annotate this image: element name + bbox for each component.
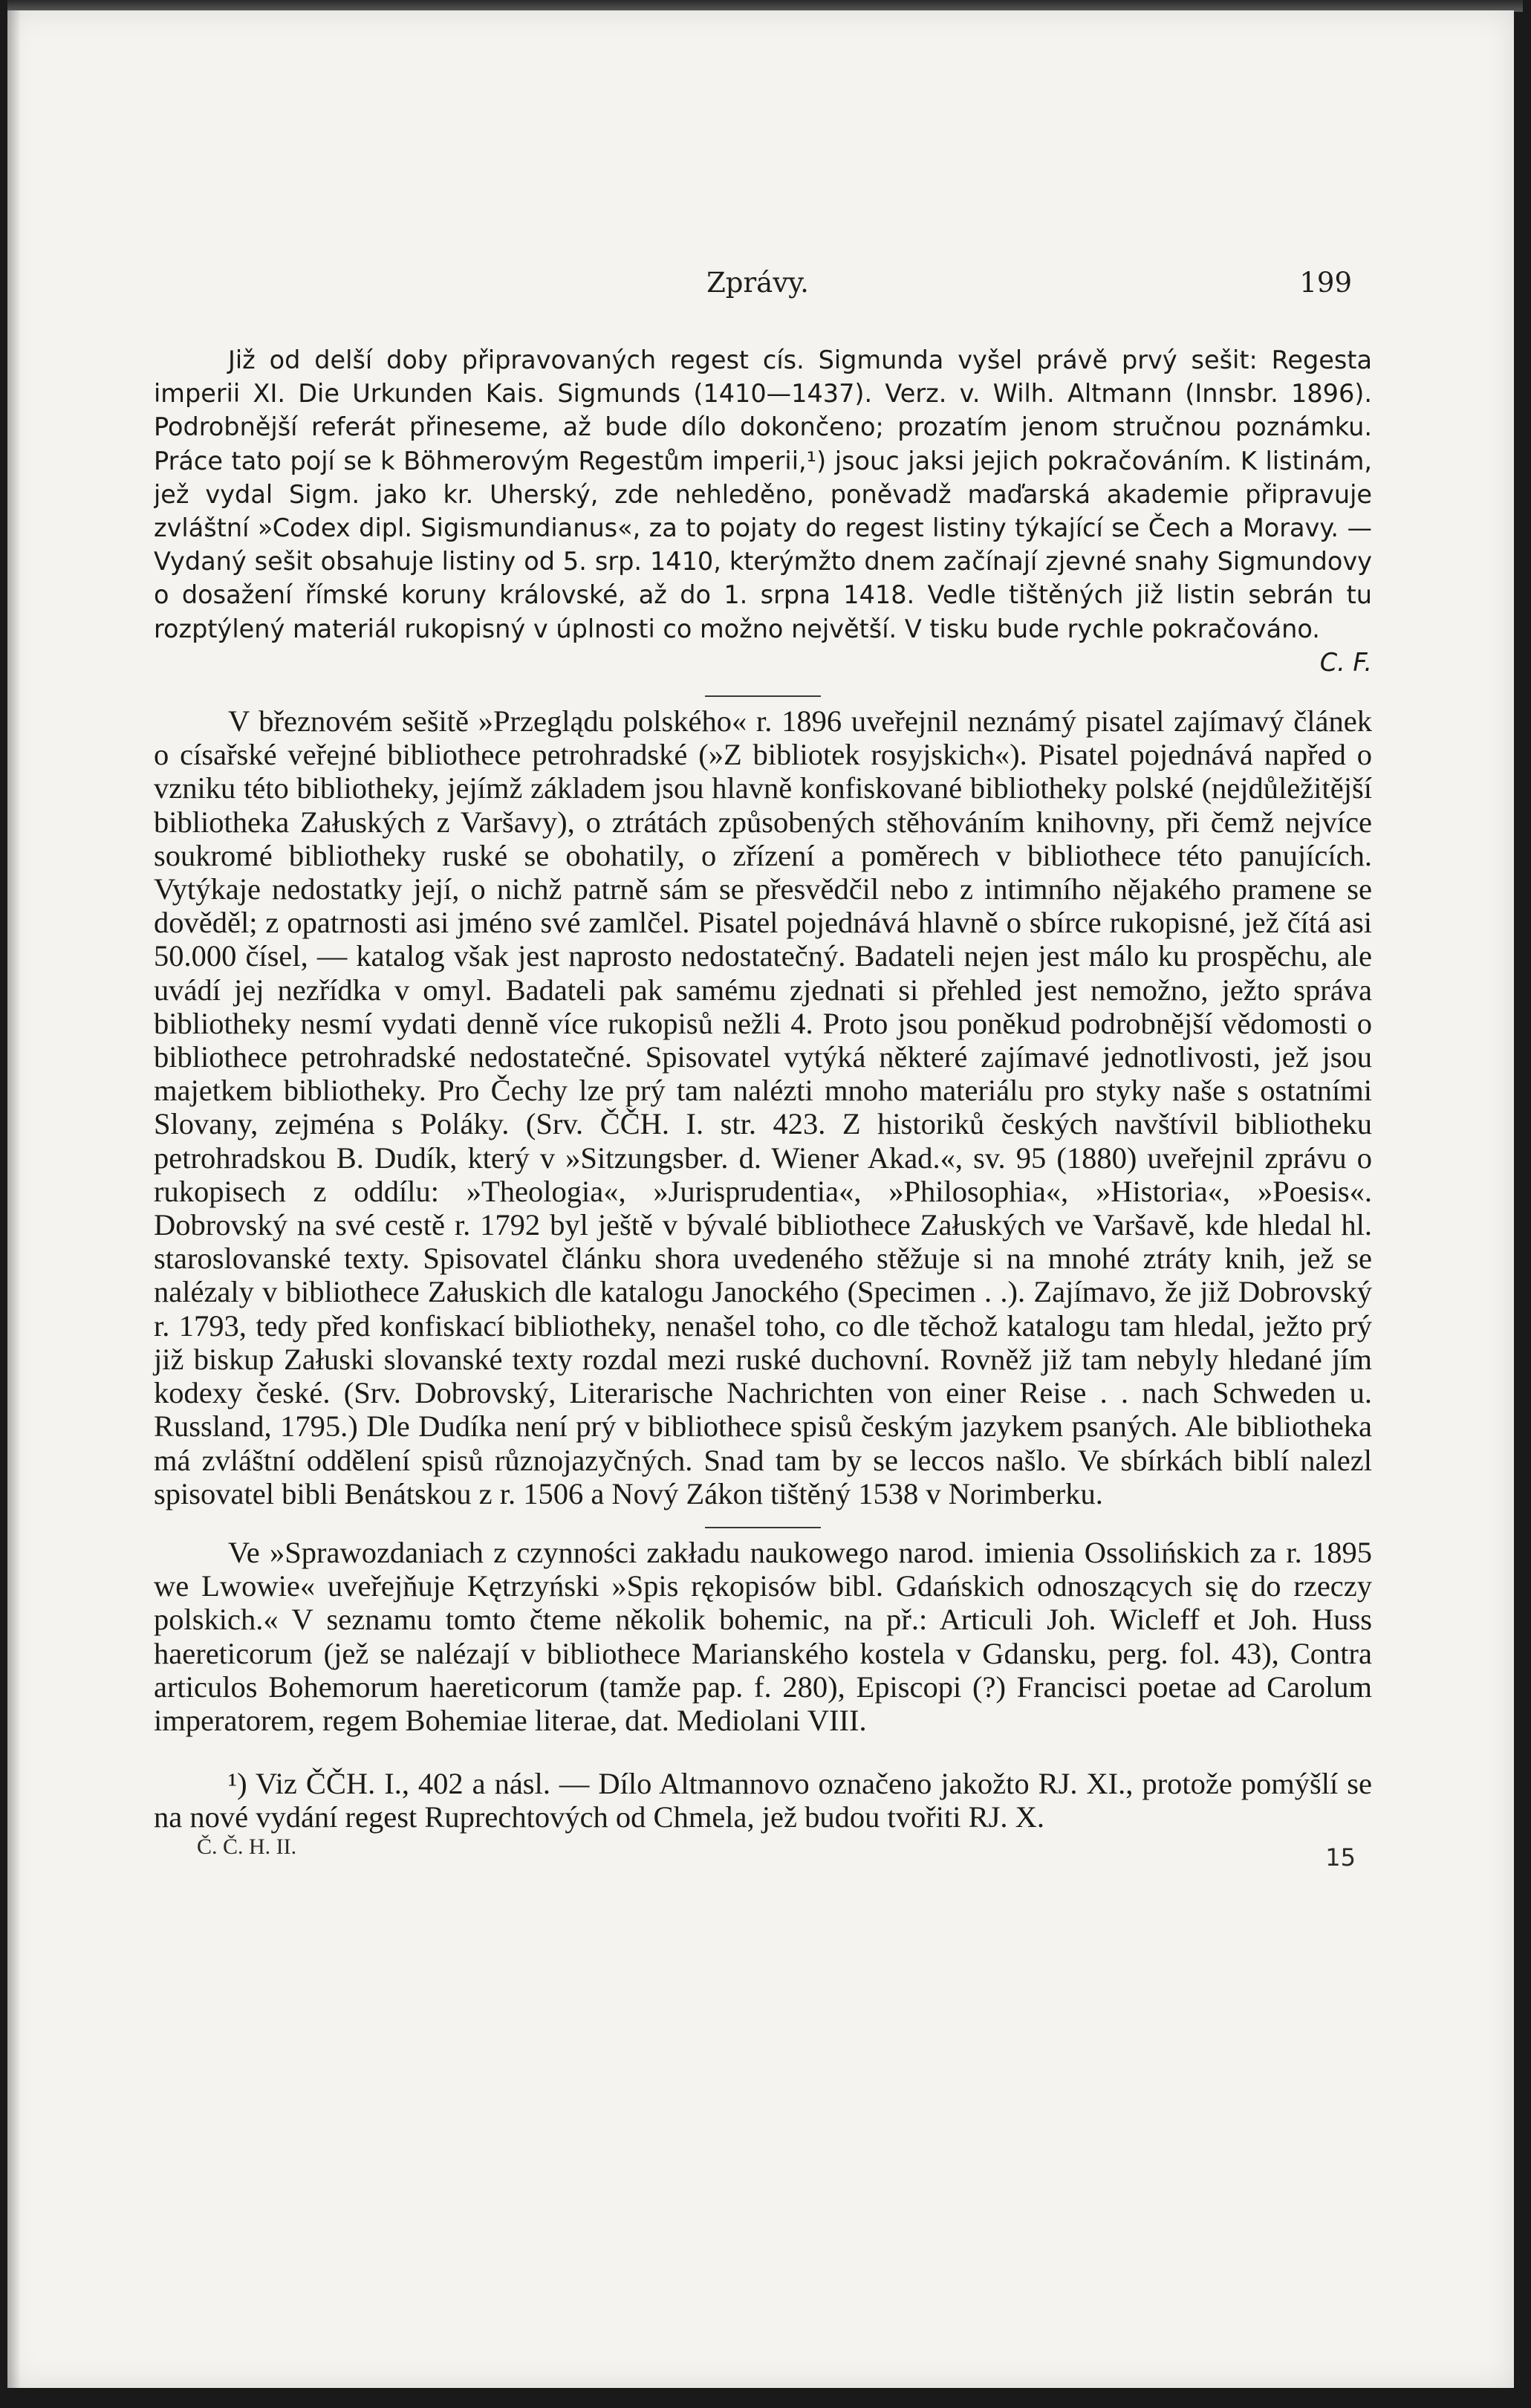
page-number: 199 — [1299, 267, 1352, 299]
running-head-title: Zprávy. — [706, 267, 809, 299]
scan-left-shadow — [7, 10, 21, 2388]
page-content — [154, 343, 1372, 1879]
section-divider — [705, 695, 821, 697]
paragraph-2-text: V březnovém sešitě »Przeglądu polského« r. 1896 uveřejnil neznámý pisatel zajímavý článek o císařské veřejné bibliothece petrohradské (»Z bibliotek rosyjskich«). Pisatel pojednává napřed o vzniku této bibliotheky, jejímž základem jsou hlavně konfiskované bibliotheky polské (nejdůležitější bibliotheka Załuských z Varšavy), o ztrátách způsobených stěhováním knihovny, při čemž nejvíce soukromé bibliotheky ruské se obohatily, o zřízení a poměrech v bibliothece této panujících. Vytýkaje nedostatky její, o nichž patrně sám se přesvědčil nebo z intimního nějakého pramene se dověděl; z opatrnosti asi jméno své zamlčel. Pisatel pojednává hlavně o sbírce rukopisné, jež čítá asi 50.000 čísel, — katalog však jest naprosto nedostatečný. Badateli nejen jest málo ku prospěchu, ale uvádí jej nezřídka v omyl. Badateli pak samému zjednati si přehled jest nemožno, ježto správa bibliotheky nesmí vydati denně více rukopisů nežli 4. Proto jsou poněkud podrobnější vědomosti o bibliothece petrohradské nedostatečné. Spisovatel vytýká některé zajímavé jednotlivosti, jež jsou majetkem bibliotheky. Pro Čechy lze prý tam nalézti mnoho materiálu pro styky naše s ostatními Slovany, zejména s Poláky. (Srv. ČČH. I. str. 423. Z historiků českých navštívil bibliotheku petrohradskou B. Dudík, který v »Sitzungsber. d. Wiener Akad.«, sv. 95 (1880) uveřejnil zprávu o rukopisech z oddílu: »Theologia«, »Jurisprudentia«, »Philosophia«, »Historia«, »Poesis«. Dobrovský na své cestě r. 1792 byl ještě v bývalé bibliothece Załuských ve Varšavě, kde hledal hl. staroslovanské texty. Spisovatel článku shora uvedeného stěžuje si na mnohé ztráty knih, jež se nalézaly v bibliothece Załuskich dle katalogu Janockého (Specimen . .). Zajímavo, že již Dobrovský r. 1793, tedy před konfiskací bibliotheky, nenašel toho, co dle těchož katalogu tam hledal, ježto prý již biskup Załuski slovanské texty rozdal mezi ruské duchovní. Rovněž již tam nebyly hledané jím kodexy české. (Srv. Dobrovský, Literarische Nachrichten von einer Reise . . nach Schweden u. Russland, 1795.) Dle Dudíka není prý v bibliothece spisů českým jazykem psaných. Ale bibliotheka má zvláštní oddělení spisů různojazyčných. Snad tam by se leccos našlo. Ve sbírkách biblí nalezl spisovatel bibli Benátskou z r. 1506 a Nový Zákon tištěný 1538 v Norimberku. — [154, 704, 1372, 1510]
author-signature: C. F. — [1319, 647, 1372, 677]
journal-signature-mark: Č. Č. H. II. — [197, 1834, 297, 1859]
running-head — [7, 267, 1514, 308]
paragraph-1-text: Již od delší doby připravovaných regest cís. Sigmunda vyšel právě prvý sešit: Regesta imperii XI. Die Urkunden Kais. Sigmunds (1410—1437). Verz. v. Wilh. Altmann (Innsbr. 1896). Podrobnější referát přineseme, až bude dílo dokončeno; prozatím jenom stručnou poznámku. Práce tato pojí se k Böhmerovým Regestům imperii,¹) jsouc jaksi jejich pokračováním. K listinám, jež vydal Sigm. jako kr. Uherský, zde nehleděno, poněvadž maďarská akademie připravuje zvláštní »Codex dipl. Sigismundianus«, za to pojaty do regest listiny týkající se Čech a Moravy. — Vydaný sešit obsahuje listiny od 5. srp. 1410, kterýmžto dnem začínají zjevné snahy Sigmundovy o dosažení římské koruny královské, až do 1. srpna 1418. Vedle tištěných již listin sebrán tu rozptýlený materiál rukopisný v úplnosti co možno největší. V tisku bude rychle pokračováno. — [154, 345, 1372, 643]
section-divider-2 — [705, 1527, 821, 1528]
paragraph-3-text: Ve »Sprawozdaniach z czynności zakładu naukowego narod. imienia Ossolińskich za r. 1895 we Lwowie« uveřejňuje Kętrzyński »Spis rękopisów bibl. Gdańskich odnoszących się do rzeczy polskich.« V seznamu tomto čteme několik bohemic, na př.: Articuli Joh. Wicleff et Joh. Huss haereticorum (jež se nalézají v bibliothece Marianského kostela v Gdansku, perg. fol. 43), Contra articulos Bohemorum haereticorum (tamže pap. f. 280), Episcopi (?) Francisci poetae ad Carolum imperatorem, regem Bohemiae literae, dat. Mediolani VIII. — [154, 1535, 1372, 1737]
paragraph-ossolineum-report — [154, 1536, 1372, 1737]
footnote — [154, 1767, 1372, 1834]
page-bottom-line — [154, 1834, 1372, 1879]
footnote-text: ¹) Viz ČČH. I., 402 a násl. — Dílo Altmannovo označeno jakožto RJ. XI., protože pomýšlí se na nové vydání regest Ruprechtových od Chmela, jež budou tvořiti RJ. X. — [154, 1767, 1372, 1834]
book-page — [7, 10, 1514, 2388]
paragraph-petersburg-library — [154, 704, 1372, 1510]
sheet-number: 15 — [1325, 1843, 1356, 1872]
paragraph-regesta-imperii — [154, 343, 1372, 677]
paragraph-1-block — [154, 343, 1372, 679]
